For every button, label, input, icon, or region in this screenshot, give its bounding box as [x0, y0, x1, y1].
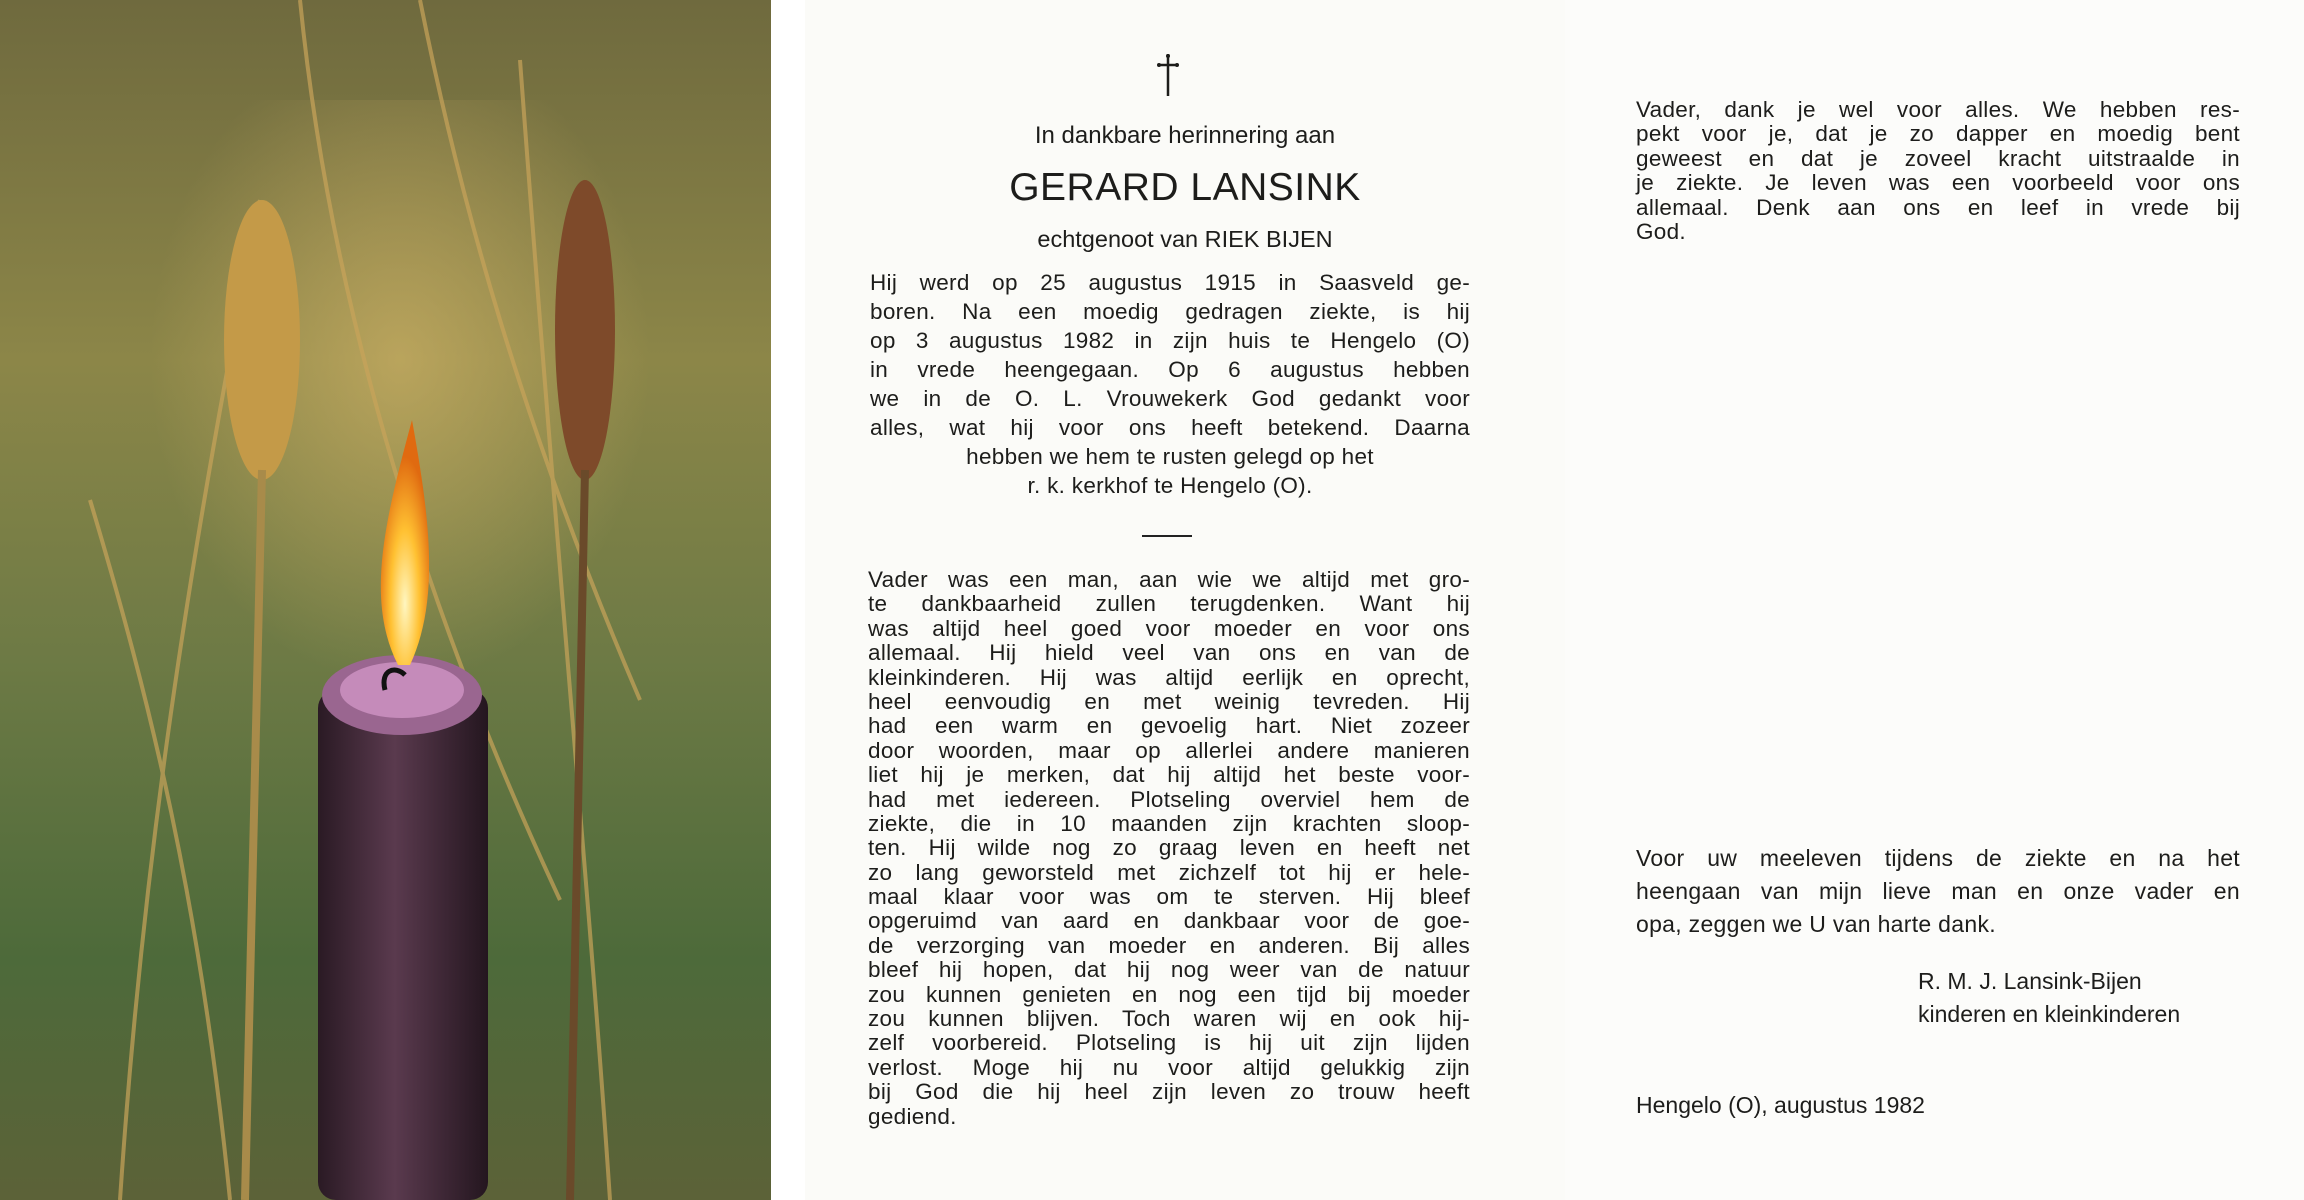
tribute-line: verlost. Moge hij nu voor altijd gelukkig zijn — [868, 1054, 1470, 1080]
tribute-line: de verzorging van moeder en anderen. Bij alles — [868, 932, 1470, 958]
acknowledgement-line: heengaan van mijn lieve man en onze vader en — [1636, 878, 2240, 904]
candle-and-wheat-photo — [0, 0, 771, 1200]
tribute-line: te dankbaarheid zullen terugdenken. Want hij — [868, 591, 1470, 617]
tribute-line: zo lang geworsteld met zichzelf tot hij er hele- — [868, 859, 1470, 885]
tribute-line: zou kunnen genieten en nog een tijd bij moeder — [868, 981, 1470, 1007]
bio-line: Hij werd op 25 augustus 1915 in Saasveld ge- — [870, 270, 1470, 295]
bio-line: r. k. kerkhof te Hengelo (O). — [1027, 473, 1313, 498]
card-fold-gap — [771, 0, 805, 1200]
thanks-line: Vader, dank je wel voor alles. We hebben res- — [1636, 97, 2240, 122]
bio-line: in vrede heengegaan. Op 6 augustus hebben — [870, 357, 1470, 382]
thanks-line: pekt voor je, dat je zo dapper en moedig bent — [1636, 121, 2240, 147]
bio-line: hebben we hem te rusten gelegd op het — [966, 444, 1374, 469]
tribute-line: bij God die hij heel zijn leven zo trouw heeft — [868, 1079, 1470, 1105]
tribute-line: had een warm en gevoelig hart. Niet zozeer — [868, 713, 1470, 739]
bio-line: op 3 augustus 1982 in zijn huis te Hengelo (O) — [870, 328, 1470, 353]
tribute-line: kleinkinderen. Hij was altijd eerlijk en oprecht, — [868, 664, 1470, 690]
intro-line: In dankbare herinnering aan — [1034, 122, 1336, 149]
tribute-line: opgeruimd van aard en dankbaar voor de goe- — [868, 908, 1470, 934]
tribute-line: zou kunnen blijven. Toch waren wij en ook hij- — [868, 1006, 1470, 1032]
tribute-line: ziekte, die in 10 maanden zijn krachten sloop- — [868, 810, 1470, 836]
thanks-paragraph — [1636, 98, 2240, 244]
tribute-line: Vader was een man, aan wie we altijd met gro- — [868, 567, 1470, 592]
tribute-line: door woorden, maar op allerlei andere manieren — [868, 737, 1470, 763]
acknowledgement-line: opa, zeggen we U van harte dank. — [1636, 911, 1996, 937]
tribute-line: was altijd heel goed voor moeder en voor ons — [868, 615, 1470, 641]
thanks-line: God. — [1636, 218, 1686, 244]
thanks-line: geweest en dat je zoveel kracht uitstraalde in — [1636, 145, 2240, 171]
thanks-line: je ziekte. Je leven was een voorbeeld voor ons — [1636, 170, 2240, 196]
tribute-line: maal klaar voor was om te sterven. Hij bleef — [868, 884, 1470, 910]
spouse-line: echtgenoot van RIEK BIJEN — [1037, 226, 1333, 252]
place-date: Hengelo (O), augustus 1982 — [1636, 1092, 1925, 1118]
tribute-line: allemaal. Hij hield veel van ons en van de — [868, 640, 1470, 666]
tribute-line: ten. Hij wilde nog zo graag leven en heeft net — [868, 835, 1470, 861]
tribute-paragraph — [868, 568, 1470, 1129]
bio-line: alles, wat hij voor ons heeft betekend. Daarna — [870, 415, 1470, 440]
acknowledgement-paragraph — [1636, 842, 2240, 941]
tribute-line: liet hij je merken, dat hij altijd het beste voor- — [868, 762, 1470, 788]
bio-line: boren. Na een moedig gedragen ziekte, is hij — [870, 299, 1470, 324]
tribute-line: zelf voorbereid. Plotseling is hij uit zijn lijden — [868, 1030, 1470, 1056]
tribute-line: bleef hij hopen, dat hij nog weer van de natuur — [868, 957, 1470, 983]
biography-paragraph — [870, 268, 1470, 500]
signature-family: kinderen en kleinkinderen — [1918, 1001, 2181, 1027]
tribute-line: had met iedereen. Plotseling overviel hem de — [868, 786, 1470, 812]
signature-name: R. M. J. Lansink-Bijen — [1918, 968, 2142, 994]
thanks-line: allemaal. Denk aan ons en leef in vrede bij — [1636, 194, 2240, 220]
bio-line: we in de O. L. Vrouwekerk God gedankt voor — [870, 386, 1470, 411]
tribute-line: heel eenvoudig en met weinig tevreden. Hij — [868, 688, 1470, 714]
tribute-line: gediend. — [868, 1103, 957, 1129]
divider-rule — [1142, 535, 1192, 537]
acknowledgement-line: Voor uw meeleven tijdens de ziekte en na het — [1636, 845, 2240, 871]
deceased-name: GERARD LANSINK — [1009, 166, 1361, 209]
